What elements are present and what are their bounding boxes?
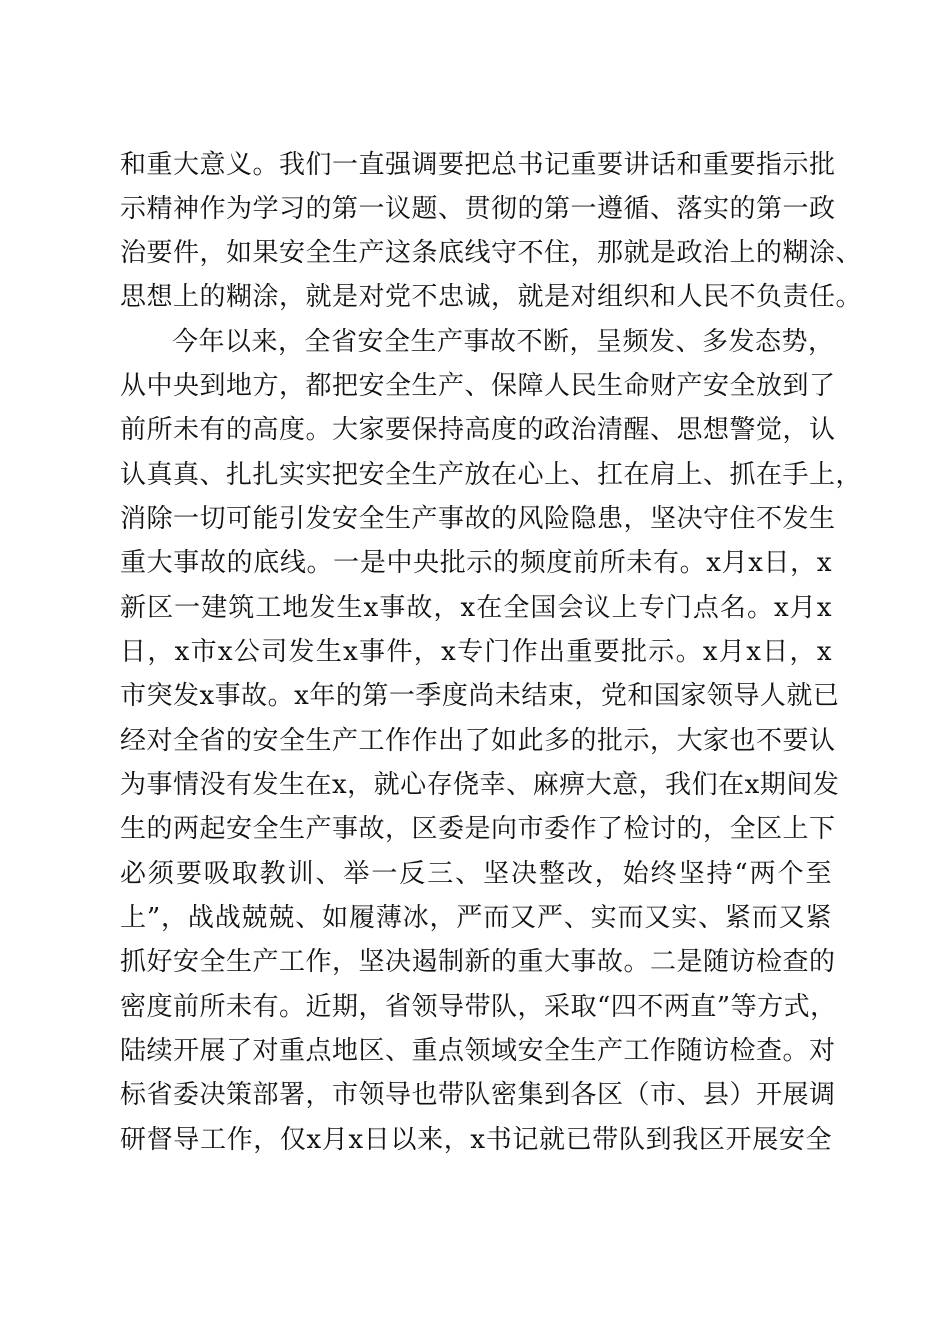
text-line: 标省委决策部署，市领导也带队密集到各区（市、县）开展调 [120, 1080, 836, 1110]
text-line: 抓好安全生产工作，坚决遏制新的重大事故。二是随访检查的 [120, 947, 836, 977]
text-line: 认真真、扎扎实实把安全生产放在心上、扛在肩上、抓在手上， [120, 460, 863, 490]
text-line: 密度前所未有。近期，省领导带队，采取“四不两直”等方式， [120, 992, 837, 1022]
text-line: 必须要吸取教训、举一反三、坚决整改，始终坚持“两个至 [120, 859, 832, 889]
text-line: 新区一建筑工地发生x事故，x在全国会议上专门点名。x月x [120, 593, 832, 623]
text-line: 上”，战战兢兢、如履薄冰，严而又严、实而又实、紧而又紧 [120, 903, 832, 933]
text-line: 经对全省的安全生产工作作出了如此多的批示，大家也不要认 [120, 726, 836, 756]
text-line: 重大事故的底线。一是中央批示的频度前所未有。x月x日，x [120, 548, 832, 578]
text-line: 生的两起安全生产事故，区委是向市委作了检讨的，全区上下 [120, 814, 836, 844]
text-line: 从中央到地方，都把安全生产、保障人民生命财产安全放到了 [120, 371, 836, 401]
text-line: 和重大意义。我们一直强调要把总书记重要讲话和重要指示批 [120, 150, 836, 180]
text-line: 消除一切可能引发安全生产事故的风险隐患，坚决守住不发生 [120, 504, 836, 534]
text-line: 治要件，如果安全生产这条底线守不住，那就是政治上的糊涂、 [120, 238, 863, 268]
text-line: 陆续开展了对重点地区、重点领域安全生产工作随访检查。对 [120, 1036, 836, 1066]
paragraph-first-line: 今年以来，全省安全生产事故不断，呈频发、多发态势， [172, 327, 835, 357]
text-line: 市突发x事故。x年的第一季度尚未结束，党和国家领导人就已 [120, 681, 840, 711]
text-line: 前所未有的高度。大家要保持高度的政治清醒、思想警觉，认 [120, 415, 836, 445]
text-line: 思想上的糊涂，就是对党不忠诚，就是对组织和人民不负责任。 [120, 282, 863, 312]
text-line: 研督导工作，仅x月x日以来，x书记就已带队到我区开展安全 [120, 1125, 832, 1155]
text-line: 示精神作为学习的第一议题、贯彻的第一遵循、落实的第一政 [120, 194, 836, 224]
text-line: 为事情没有发生在x，就心存侥幸、麻痹大意，我们在x期间发 [120, 770, 840, 800]
text-line: 日，x市x公司发生x事件，x专门作出重要批示。x月x日，x [120, 637, 832, 667]
